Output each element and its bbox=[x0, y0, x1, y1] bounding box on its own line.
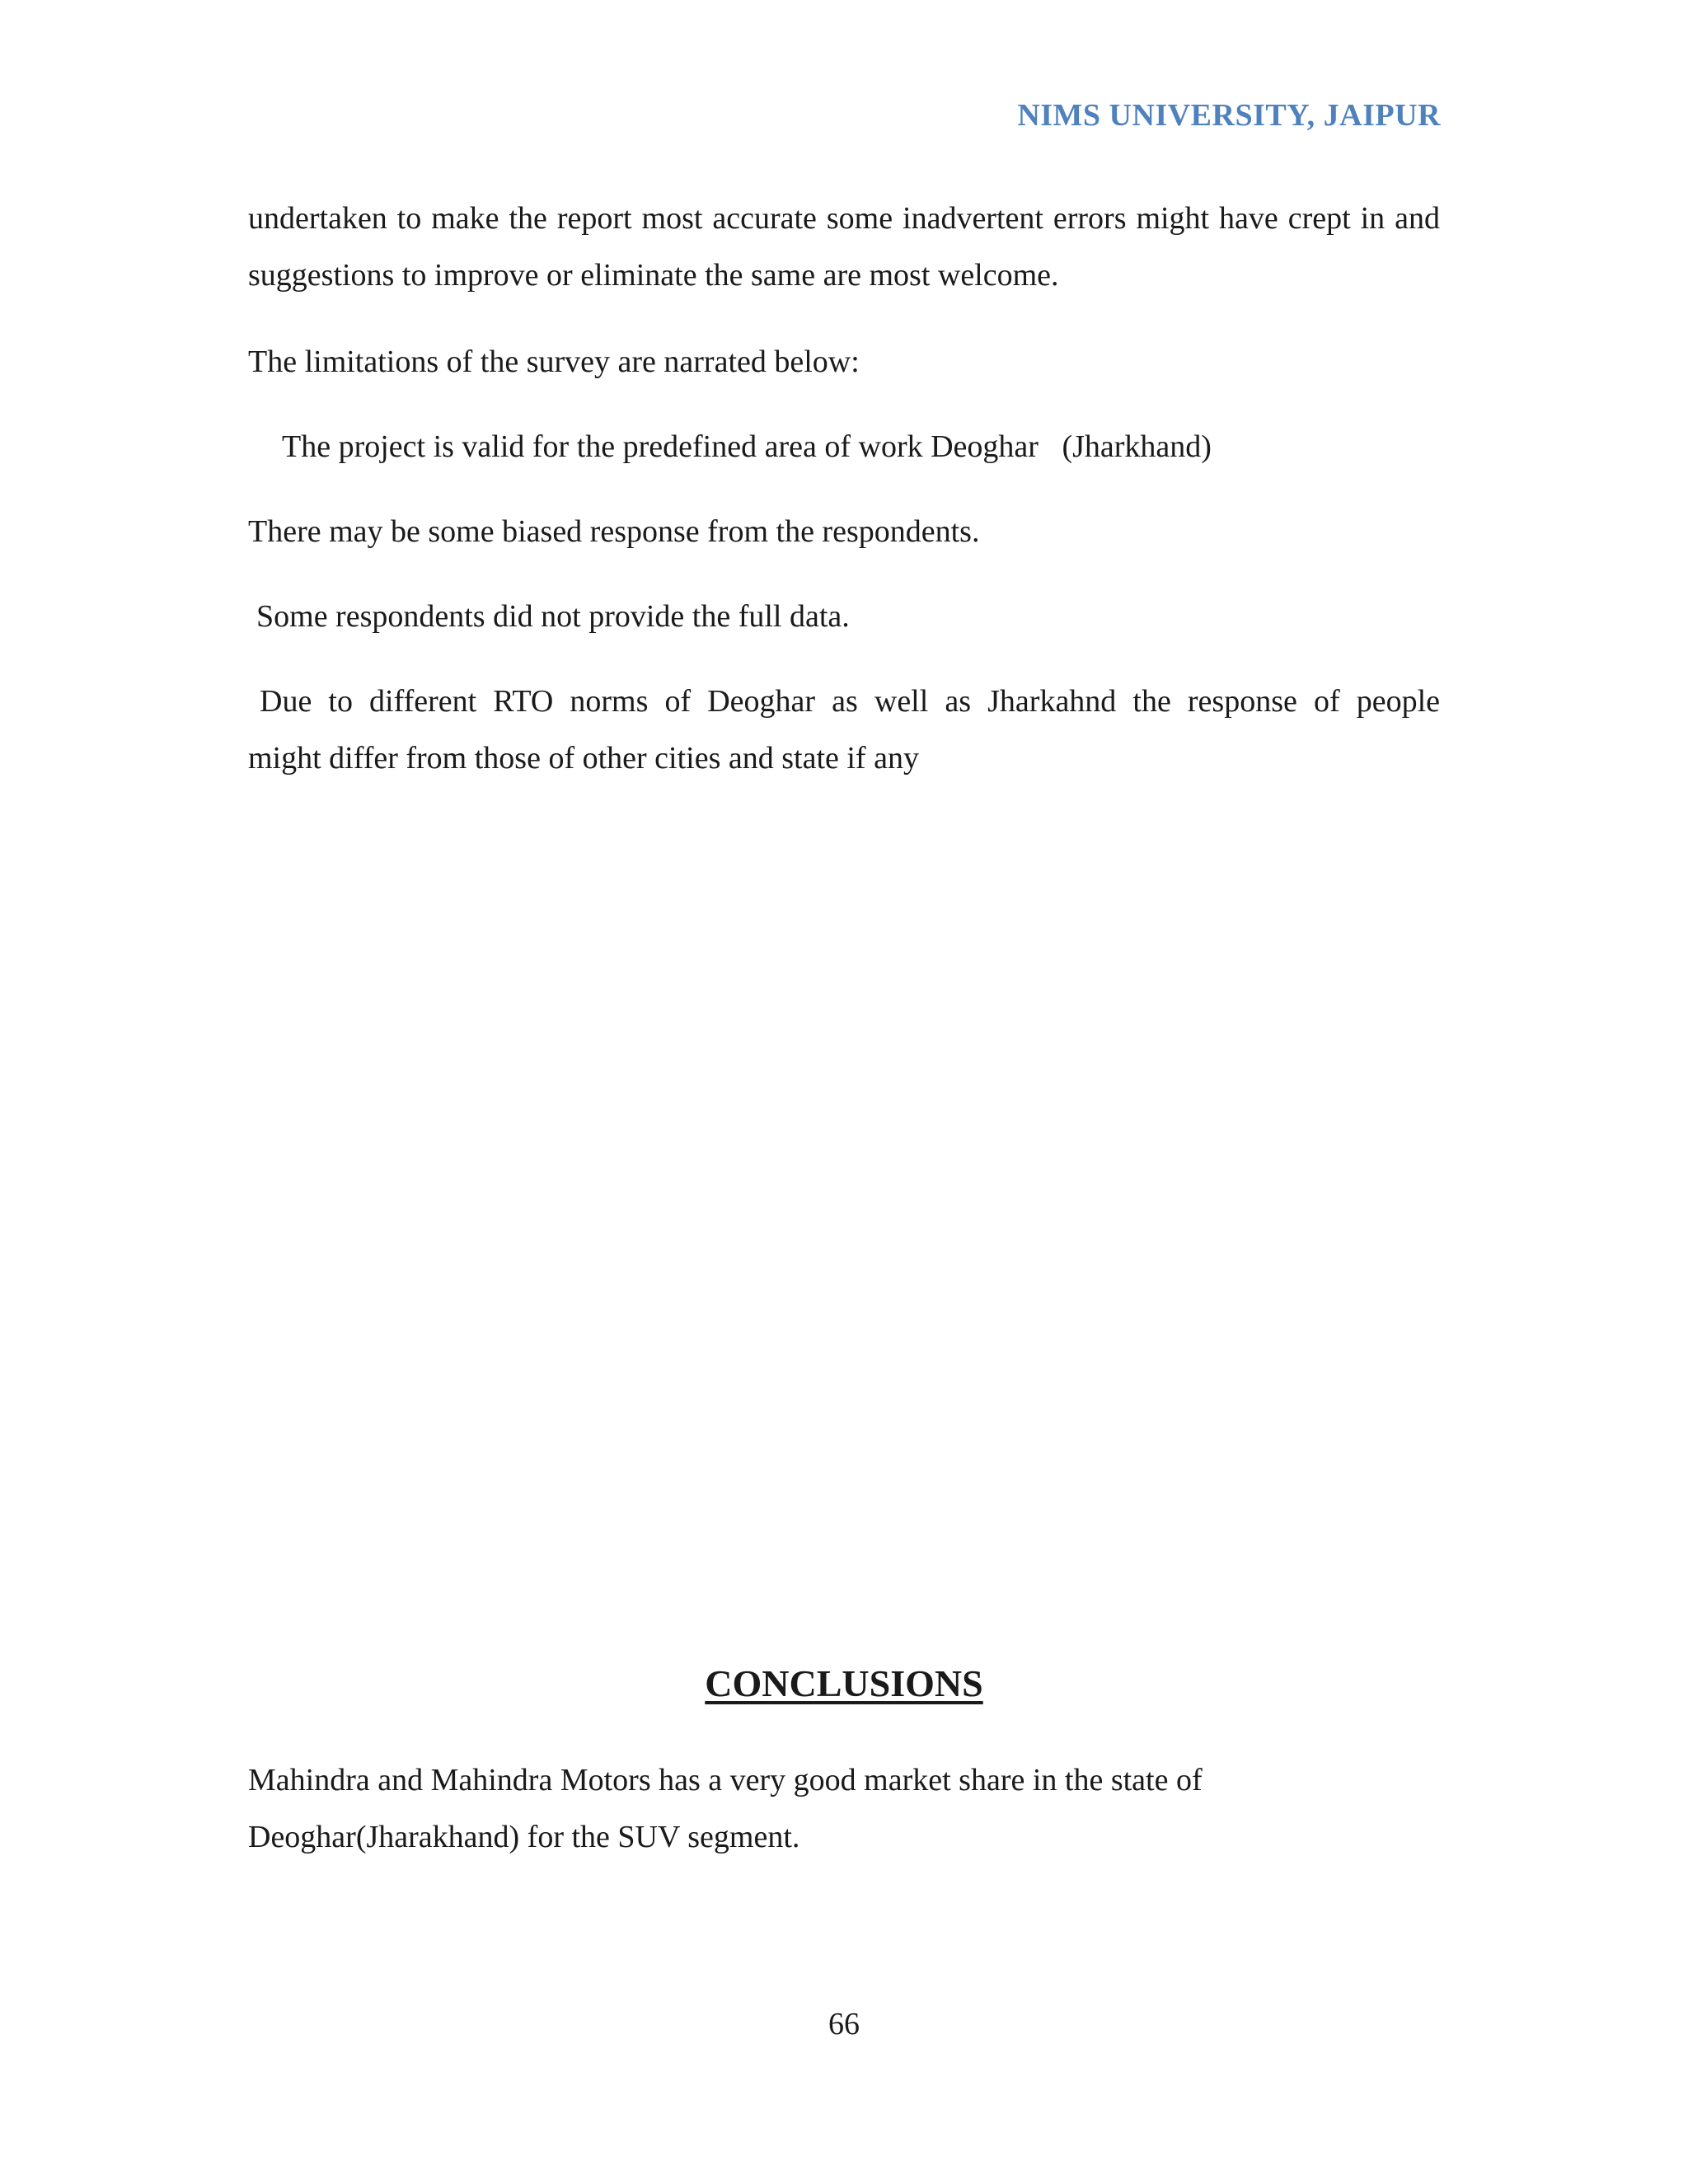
limitation-item-area: The project is valid for the predefined area of work Deoghar (Jharkhand) bbox=[282, 429, 1212, 464]
limitation-rto-line-1: Due to different RTO norms of Deoghar as well as Jharkahnd the response of people bbox=[260, 684, 1440, 719]
limitation-item-bias: There may be some biased response from the respondents. bbox=[248, 514, 980, 549]
page-number: 66 bbox=[828, 2007, 860, 2041]
limitation-rto-line-2: might differ from those of other cities and state if any bbox=[248, 741, 919, 776]
conclusions-heading: CONCLUSIONS bbox=[705, 1662, 983, 1704]
conclusions-line-2: Deoghar(Jharakhand) for the SUV segment. bbox=[248, 1820, 800, 1854]
running-header: NIMS UNIVERSITY, JAIPUR bbox=[1017, 98, 1441, 133]
limitation-item-rto bbox=[248, 673, 1440, 787]
intro-continuation-paragraph: undertaken to make the report most accurate some inadvertent errors might have crept in and suggestions to improve or eliminate the same are most welcome. bbox=[248, 201, 1440, 293]
limitation-item-data: Some respondents did not provide the full data. bbox=[256, 599, 850, 634]
conclusions-paragraph bbox=[248, 1752, 1320, 1866]
limitations-intro: The limitations of the survey are narrated below: bbox=[248, 344, 860, 379]
conclusions-line-1: Mahindra and Mahindra Motors has a very good market share in the state of bbox=[248, 1763, 1203, 1797]
